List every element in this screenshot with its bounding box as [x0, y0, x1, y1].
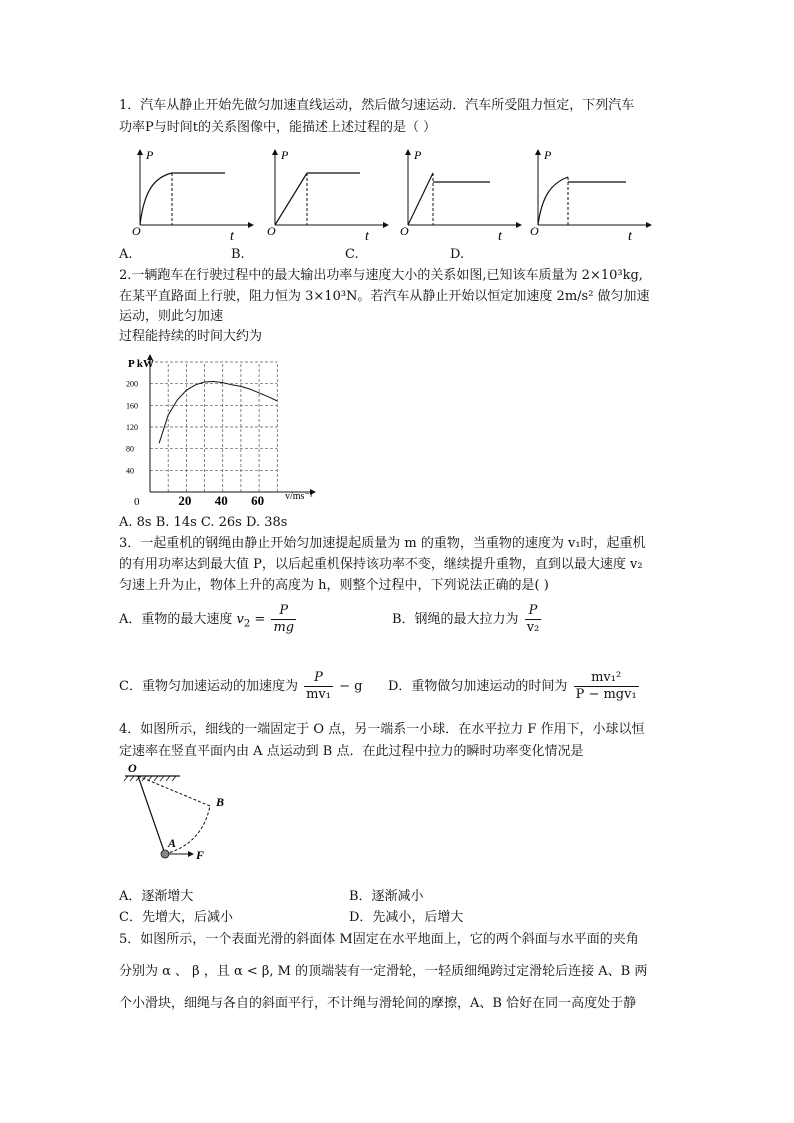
- q3-option-d: D．重物做匀加速运动的时间为 $\frac{\text{mv₁²}}{\text{P − mgv₁}}$: [388, 670, 637, 702]
- q1a-o-label: O: [132, 224, 141, 238]
- q2-ytick: 160: [126, 401, 138, 411]
- q2-ytick: 40: [126, 466, 134, 476]
- q4-f-label: F: [196, 848, 205, 862]
- q2-line2: 在某平直路面上行驶，阻力恒为 3×10³N。若汽车从静止开始以恒定加速度 2m/s² 做匀加速: [119, 289, 650, 304]
- q2-line1: 2.一辆跑车在行驶过程中的最大输出功率与速度大小的关系如图,已知该车质量为 2×10³kg,: [119, 268, 643, 283]
- q2-power-velocity-chart: [120, 352, 330, 507]
- q1-graph-d: [528, 145, 658, 244]
- q1-line1: 1．汽车从静止开始先做匀加速直线运动，然后做匀速运动．汽车所受阻力恒定，下列汽车: [119, 98, 635, 113]
- q2-line4: 过程能持续的时间大约为: [119, 329, 263, 344]
- q1-option-a: A.: [119, 247, 133, 262]
- q1-graph-c: [398, 145, 528, 244]
- q4-line2: 定速率在竖直平面内由 A 点运动到 B 点．在此过程中拉力的瞬时功率变化情况是: [119, 744, 584, 759]
- q3-line2: 的有用功率达到最大值 P，以后起重机保持该功率不变，继续提升重物，直到以最大速度 v₂: [119, 557, 643, 572]
- q1b-t-label: t: [365, 229, 369, 244]
- q1b-o-label: O: [267, 224, 276, 238]
- q4-option-b: B．逐渐减小: [349, 889, 424, 904]
- q4-pendulum-figure: [120, 762, 250, 867]
- q3-option-c: C．重物匀加速运动的加速度为 $\frac{P}{\text{mv₁}}$ − g: [119, 670, 363, 702]
- q1d-t-label: t: [628, 229, 632, 244]
- q1a-p-label: P: [146, 148, 154, 162]
- q2-xtick: 0: [134, 496, 140, 508]
- q2-ytick: 200: [126, 379, 138, 389]
- q4-o-label: O: [128, 761, 137, 775]
- q1a-t-label: t: [230, 229, 234, 244]
- q1b-p-label: P: [281, 148, 289, 162]
- q5-line3: 个小滑块，细绳与各自的斜面平行，不计绳与滑轮间的摩擦，A、B 恰好在同一高度处于静: [119, 996, 637, 1011]
- q2-ylabel: P kW: [128, 358, 154, 370]
- q3-option-b: B．钢绳的最大拉力为 $\frac{P}{\text{v₂}}$: [392, 603, 540, 635]
- q4-option-a: A．逐渐增大: [119, 889, 194, 904]
- q2-xlabel: v/ms⁻¹: [285, 491, 313, 502]
- q2-xtick: 60: [251, 493, 265, 508]
- q2-line3: 运动，则此匀加速: [119, 309, 224, 324]
- q4-option-d: D．先减小，后增大: [349, 910, 464, 925]
- q4-a-label: A: [168, 836, 177, 850]
- q1c-t-label: t: [498, 229, 502, 244]
- q3-option-a: A．重物的最大速度 $v_2$ = $\frac{P}{mg}$: [119, 603, 295, 635]
- q1-option-b: B.: [231, 247, 245, 262]
- q2-curve: [159, 382, 277, 444]
- q4-b-label: B: [216, 795, 225, 809]
- q2-xtick: 20: [178, 493, 192, 508]
- q1-option-c: C.: [345, 247, 359, 262]
- q1c-o-label: O: [400, 224, 409, 238]
- q1-line2: 功率P与时间t的关系图像中，能描述上述过程的是（ ）: [119, 120, 437, 135]
- q1d-p-label: P: [544, 148, 552, 162]
- q5-line2: 分别为 α 、 β ，且 α < β, M 的顶端装有一定滑轮，一轻质细绳跨过定滑轮后连接 A、B 两: [119, 964, 648, 979]
- q1-option-d: D.: [450, 247, 465, 262]
- q1d-o-label: O: [530, 224, 539, 238]
- q4-line1: 4．如图所示，细线的一端固定于 O 点，另一端系一小球．在水平拉力 F 作用下，小球以恒: [119, 722, 645, 737]
- q2-answers: A. 8s B. 14s C. 26s D. 38s: [119, 515, 288, 530]
- q4-option-c: C．先增大，后减小: [119, 910, 233, 925]
- q1c-p-label: P: [414, 148, 422, 162]
- q2-xtick: 40: [214, 493, 228, 508]
- q1-graph-a: [130, 145, 260, 244]
- q5-line1: 5．如图所示，一个表面光滑的斜面体 M固定在水平地面上，它的两个斜面与水平面的夹角: [119, 932, 639, 947]
- q2-ytick: 120: [126, 423, 138, 432]
- q1-graph-b: [265, 145, 395, 244]
- q3-line3: 匀速上升为止，物体上升的高度为 h，则整个过程中，下列说法正确的是( ): [119, 578, 549, 593]
- q2-ytick: 80: [126, 444, 134, 454]
- q3-line1: 3．一起重机的钢绳由静止开始匀加速提起质量为 m 的重物，当重物的速度为 v₁时，起重机: [119, 536, 646, 551]
